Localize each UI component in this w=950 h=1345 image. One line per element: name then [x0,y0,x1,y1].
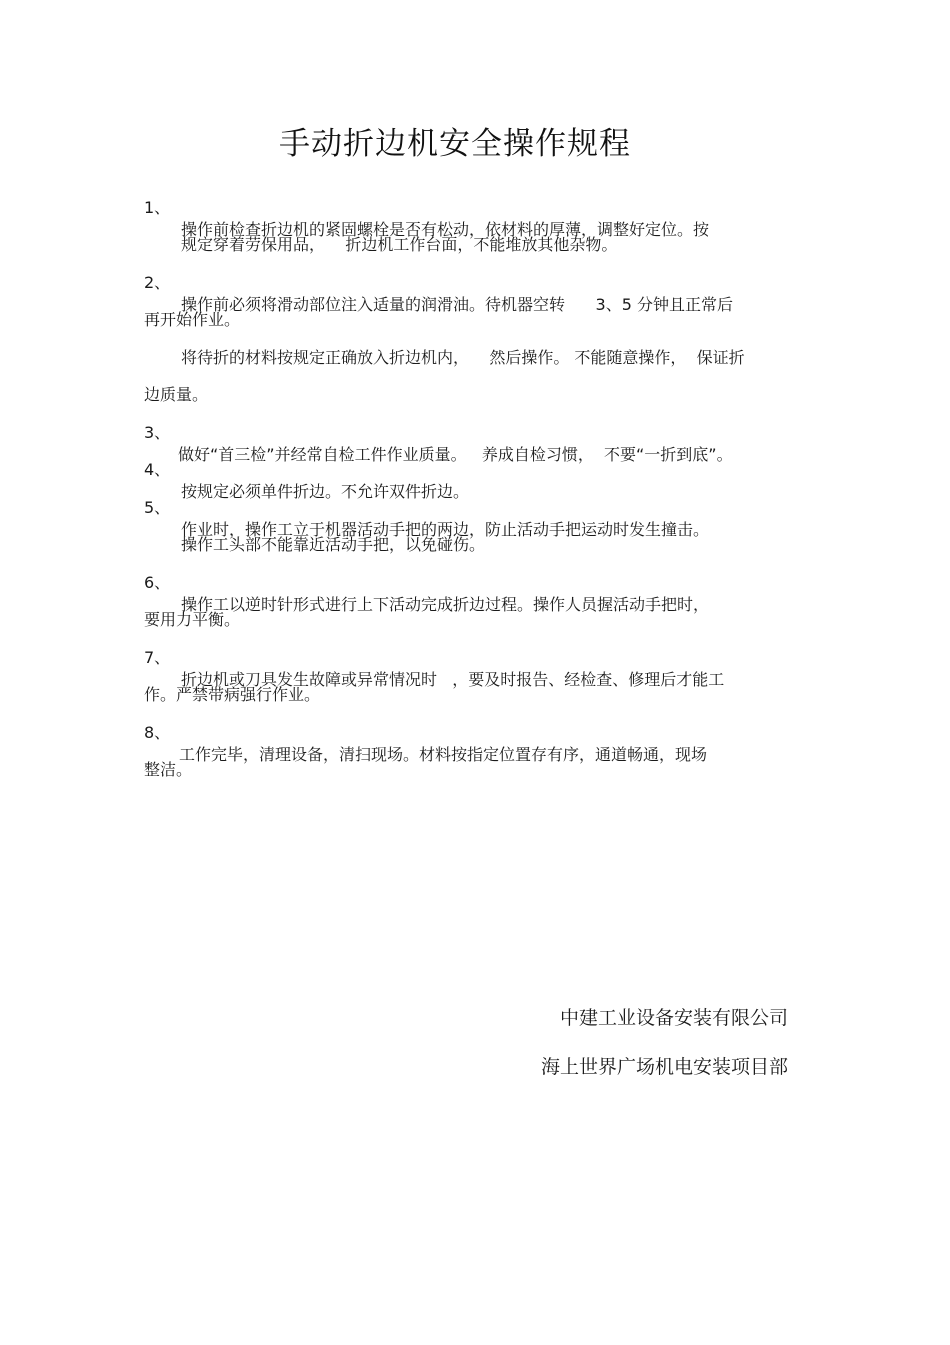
line-text: 操作工以逆时针形式进行上下活动完成折边过程。操作人员握活动手把时， [181,595,710,614]
text-line [0,287,241,329]
text-line [0,325,745,367]
line-text: 做好“首三检”并经常自检工件作业质量。 养成自检习惯， 不要“一折到底”。 [178,445,733,464]
department-signature: 海上世界广场机电安装项目部 [540,1056,788,1078]
line-text: 操作前检查折边机的紧固螺栓是否有松动，依材料的厚薄，调整好定位。按 [181,220,710,239]
text-line [0,362,209,404]
line-text: 作业时，操作工立于机器活动手把的两边，防止活动手把运动时发生撞击。 [181,520,710,539]
line-text: 再开始作业。 [144,310,241,329]
line-text: 工作完毕，清理设备，清扫现场。材料按指定位置存有序，通道畅通，现场 [179,745,708,764]
line-text: 边质量。 [144,385,209,404]
text-line [0,400,733,464]
item-number: 2、 [144,273,171,292]
line-text: 操作前必须将滑动部位注入适量的润滑油。待机器空转 3、5 分钟且正常后 [181,295,733,314]
item-number: 5、 [144,498,171,517]
line-text: 作。严禁带病强行作业。 [144,685,321,704]
text-line [0,550,710,614]
text-line [0,587,241,629]
document-title: 手动折边机安全操作规程 [279,126,631,162]
company-signature: 中建工业设备安装有限公司 [559,1007,788,1029]
item-number: 3、 [144,423,171,442]
line-text: 规定穿着劳保用品， 折边机工作台面，不能堆放其他杂物。 [181,235,618,254]
line-text: 操作工头部不能靠近活动手把，以免碰伤。 [181,535,486,554]
text-line [0,662,321,704]
line-text: 折边机或刀具发生故障或异常情况时 ，要及时报告、经检查、修理后才能工 [181,670,725,689]
item-number: 4、 [144,460,171,479]
text-line [0,737,193,779]
text-line [0,175,710,239]
line-text: 按规定必须单件折边。不允许双件折边。 [181,482,470,501]
text-line [0,700,708,764]
item-number: 6、 [144,573,171,592]
item-number: 1、 [144,198,171,217]
line-text: 整洁。 [144,760,193,779]
line-text: 将待折的材料按规定正确放入折边机内， 然后操作。 不能随意操作， 保证折 [181,348,745,367]
text-line [0,625,725,689]
item-number: 7、 [144,648,171,667]
item-number: 8、 [144,723,171,742]
line-text: 要用力平衡。 [144,610,241,629]
text-line [0,250,733,314]
